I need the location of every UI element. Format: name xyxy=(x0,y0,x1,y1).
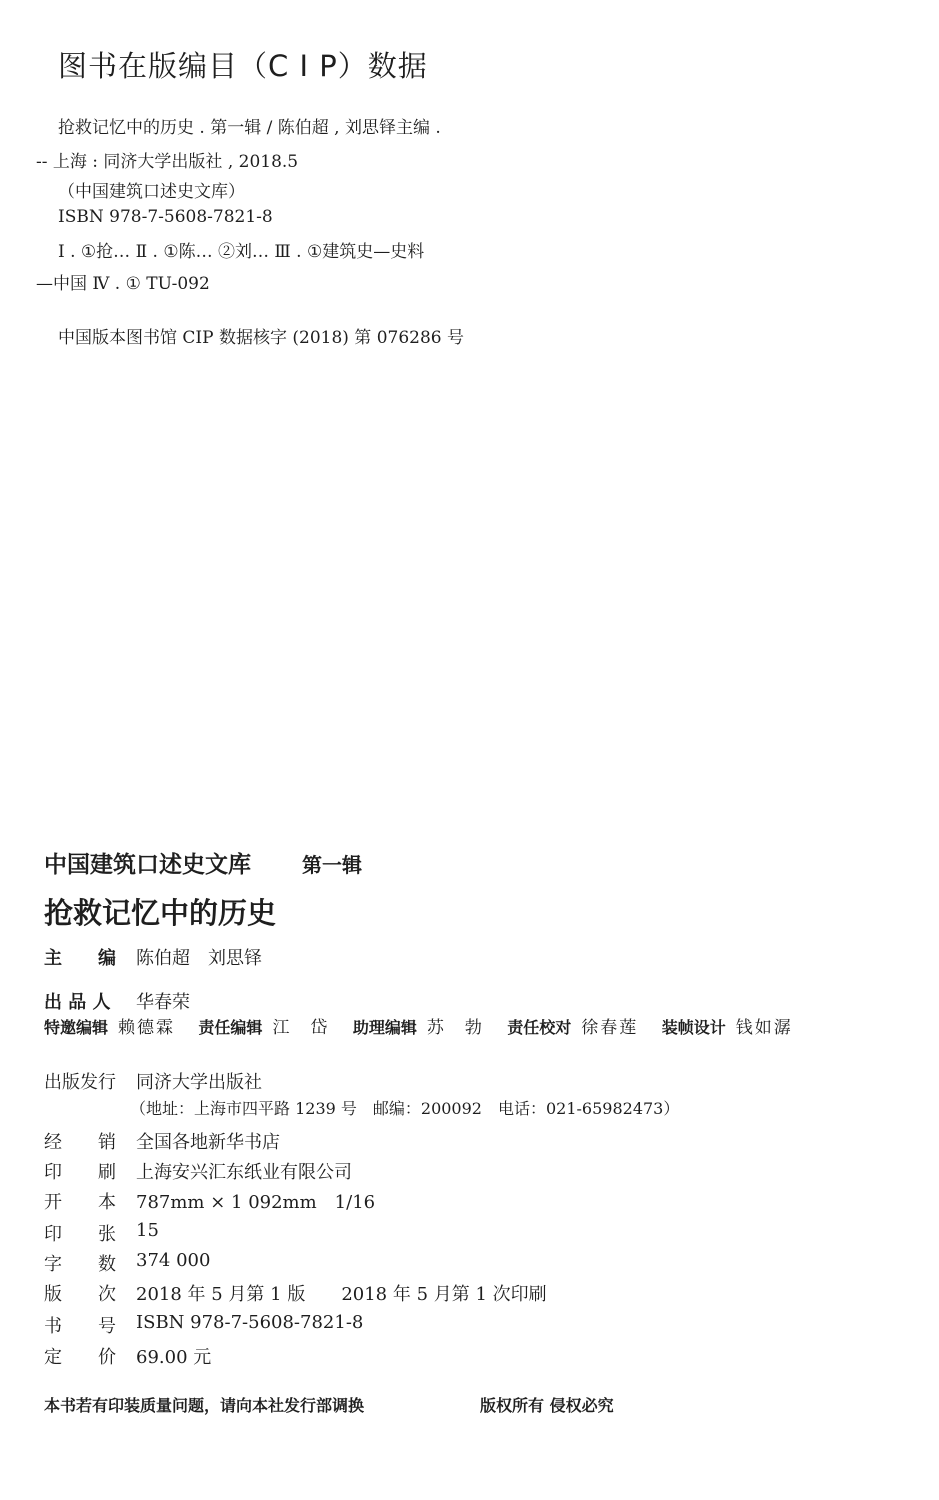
publisher-address: （地址：上海市四平路 1239 号 邮编：200092 电话：021-65982473） xyxy=(130,1099,680,1118)
credit-name: 徐春莲 xyxy=(581,1018,639,1038)
cip-line: -- 上海 : 同济大学出版社 , 2018.5 xyxy=(36,152,299,172)
producer-row xyxy=(44,988,444,1012)
editors-label: 主 编 xyxy=(44,948,116,969)
quality-notice: 本书若有印装质量问题，请向本社发行部调换 xyxy=(44,1396,365,1415)
spec-row xyxy=(44,1220,744,1244)
publisher-row xyxy=(44,1068,544,1092)
credit-name: 江 岱 xyxy=(272,1018,330,1038)
credit-name: 钱如潺 xyxy=(735,1018,793,1038)
spec-row xyxy=(44,1280,744,1304)
spec-label: 经 销 xyxy=(44,1132,116,1153)
spec-label: 印 张 xyxy=(44,1224,116,1245)
producer-value: 华春荣 xyxy=(136,992,190,1013)
cip-title: 图书在版编目（C I P）数据 xyxy=(58,49,428,83)
book-title: 抢救记忆中的历史 xyxy=(44,896,277,930)
credit-name: 苏 勃 xyxy=(426,1018,484,1038)
cip-line: 抢救记忆中的历史 . 第一辑 / 陈伯超 , 刘思铎主编 . xyxy=(58,118,441,138)
spec-value: 374 000 xyxy=(136,1250,211,1271)
credit-role: 装帧设计 xyxy=(661,1018,726,1037)
spec-label: 版 次 xyxy=(44,1284,116,1305)
spec-row xyxy=(44,1158,744,1182)
spec-value: 15 xyxy=(136,1220,159,1241)
spec-row xyxy=(44,1250,744,1274)
cip-line: Ⅰ . ①抢… Ⅱ . ①陈… ②刘… Ⅲ . ①建筑史—史料 xyxy=(58,242,425,262)
credit-role: 特邀编辑 xyxy=(44,1018,109,1037)
cip-record: 中国版本图书馆 CIP 数据核字 (2018) 第 076286 号 xyxy=(58,328,465,348)
spec-row xyxy=(44,1128,744,1152)
spec-label: 书 号 xyxy=(44,1316,116,1337)
credits-line xyxy=(44,1013,811,1038)
spec-value: 787mm × 1 092mm 1/16 xyxy=(136,1192,376,1213)
spec-label: 开 本 xyxy=(44,1192,116,1213)
cip-line: ISBN 978-7-5608-7821-8 xyxy=(58,207,273,227)
spec-label: 印 刷 xyxy=(44,1162,116,1183)
spec-value: 69.00 元 xyxy=(136,1347,212,1368)
spec-label: 定 价 xyxy=(44,1347,116,1368)
editors-value: 陈伯超 刘思铎 xyxy=(136,948,262,969)
credit-role: 责任校对 xyxy=(507,1018,572,1037)
credit-role: 责任编辑 xyxy=(198,1018,263,1037)
cip-line: —中国 Ⅳ . ① TU-092 xyxy=(36,274,210,294)
producer-label: 出 品 人 xyxy=(44,992,111,1013)
publisher-value: 同济大学出版社 xyxy=(136,1072,262,1093)
series-volume: 第一辑 xyxy=(302,853,362,877)
publisher-label: 出版发行 xyxy=(44,1072,116,1093)
spec-value: 2018 年 5 月第 1 版 2018 年 5 月第 1 次印刷 xyxy=(136,1284,547,1305)
rights-notice: 版权所有 侵权必究 xyxy=(480,1396,614,1415)
spec-value: 上海安兴汇东纸业有限公司 xyxy=(136,1162,352,1183)
spec-row xyxy=(44,1343,744,1367)
spec-row xyxy=(44,1188,744,1212)
spec-label: 字 数 xyxy=(44,1254,116,1275)
credit-name: 赖德霖 xyxy=(118,1018,176,1038)
spec-row xyxy=(44,1312,744,1336)
spec-value: ISBN 978-7-5608-7821-8 xyxy=(136,1312,364,1333)
series-title: 中国建筑口述史文库 xyxy=(44,852,251,878)
credit-role: 助理编辑 xyxy=(352,1018,417,1037)
editors-row xyxy=(44,944,444,968)
spec-value: 全国各地新华书店 xyxy=(136,1132,280,1153)
cip-line: （中国建筑口述史文库） xyxy=(58,182,245,202)
